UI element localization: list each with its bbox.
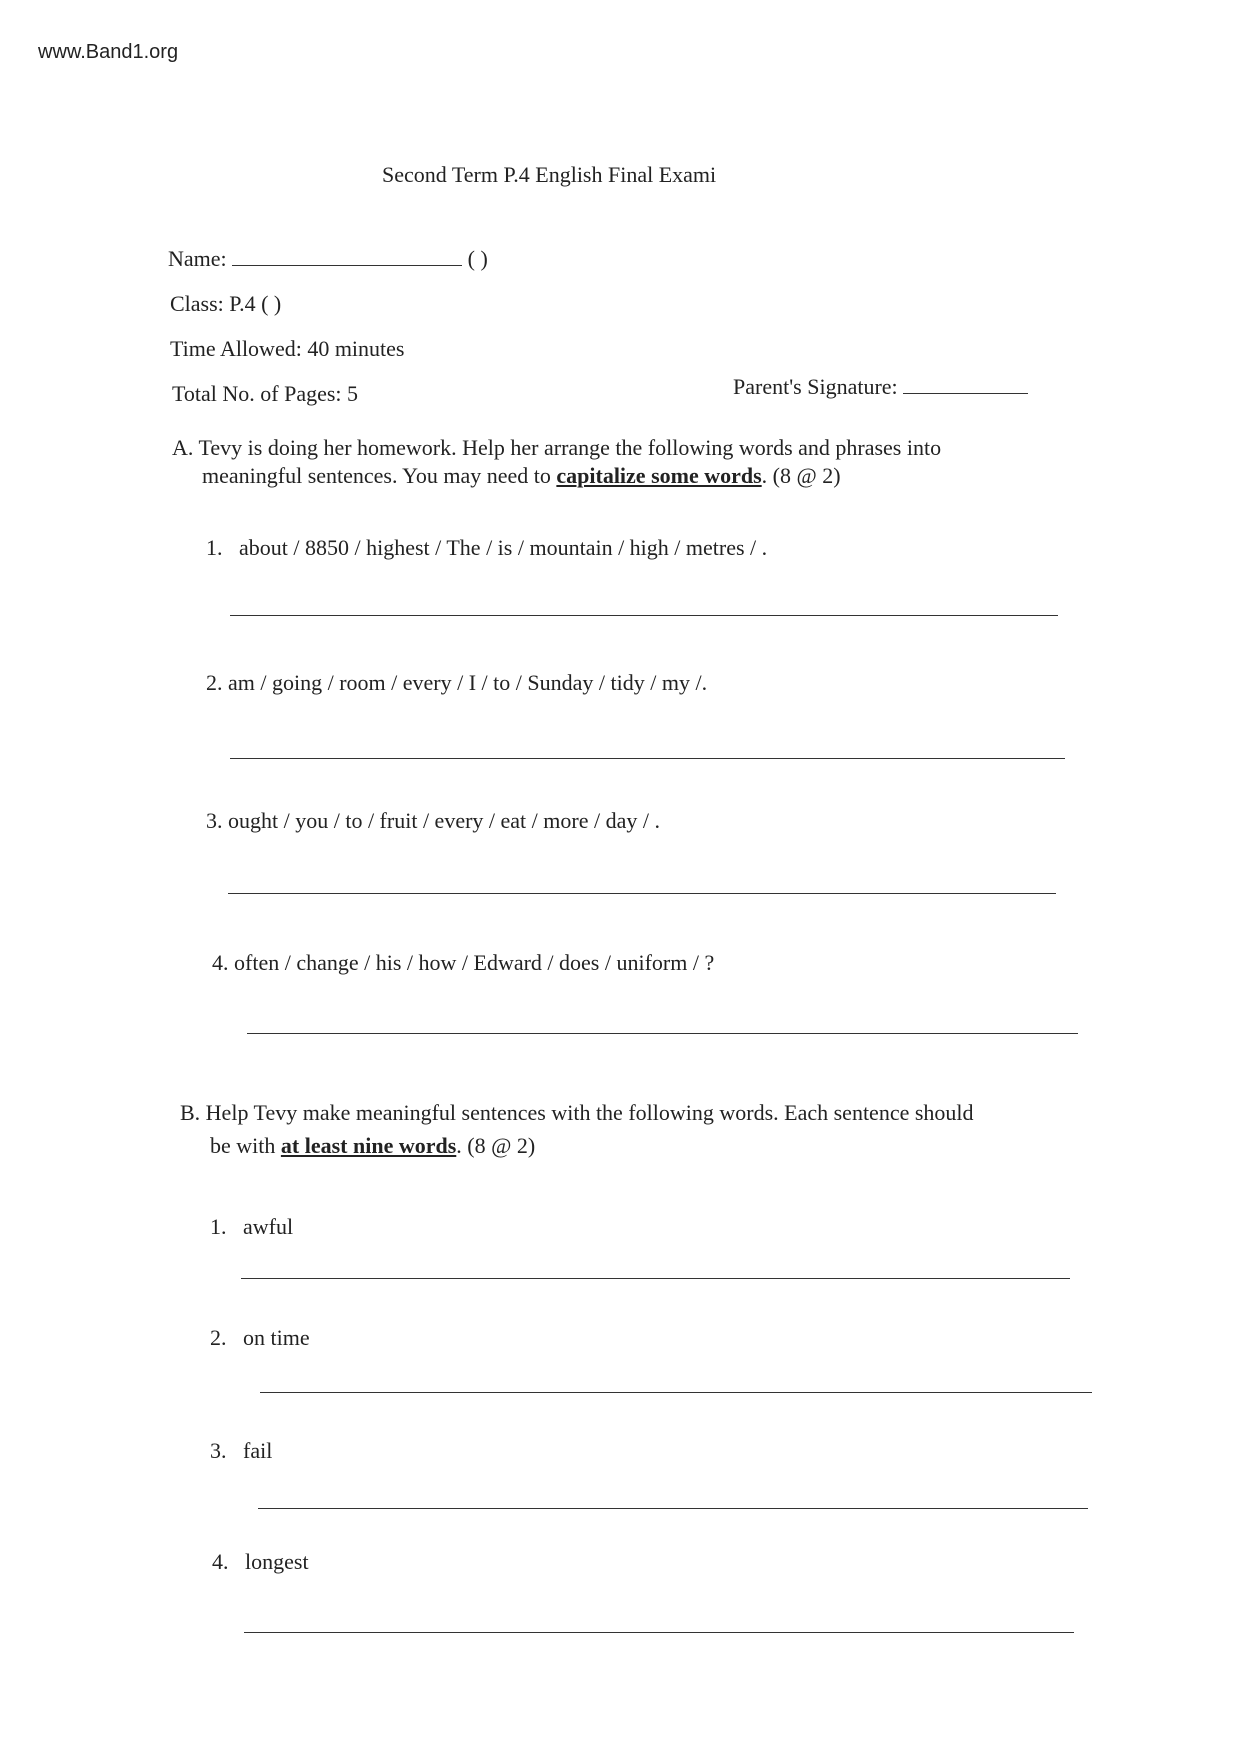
question-number: 4.	[212, 1549, 229, 1574]
section-a-intro-2	[202, 465, 841, 487]
question-text: about / 8850 / highest / The / is / mountain / high / metres / .	[239, 535, 768, 560]
time-allowed: Time Allowed: 40 minutes	[170, 336, 405, 361]
question-a2	[206, 672, 707, 694]
answer-line-a3[interactable]	[228, 893, 1056, 894]
section-a-intro: A. Tevy is doing her homework. Help her arrange the following words and phrases into	[172, 435, 942, 460]
emphasis-text: at least nine words	[280, 1133, 457, 1158]
watermark: www.Band1.org	[38, 41, 179, 63]
question-text: awful	[243, 1214, 294, 1239]
question-text: ought / you / to / fruit / every / eat / more / day / .	[228, 808, 660, 833]
intro-text: be with	[210, 1133, 281, 1158]
name-row	[168, 248, 488, 270]
question-a1	[206, 537, 767, 559]
section-b-intro: B. Help Tevy make meaningful sentences with the following words. Each sentence should	[180, 1100, 974, 1125]
question-text: longest	[245, 1549, 309, 1574]
parent-signature-row	[733, 376, 1028, 398]
parent-signature-label: Parent's Signature:	[733, 374, 898, 399]
exam-title: Second Term P.4 English Final Exami	[382, 162, 717, 187]
marks-text: . (8 @ 2)	[456, 1133, 536, 1158]
question-b3	[210, 1440, 272, 1462]
total-pages: Total No. of Pages: 5	[172, 381, 359, 406]
answer-line-b3[interactable]	[258, 1508, 1088, 1509]
question-number: 1.	[206, 535, 223, 560]
marks-text: . (8 @ 2)	[761, 463, 841, 488]
answer-line-b1[interactable]	[241, 1278, 1070, 1279]
answer-line-a2[interactable]	[230, 758, 1065, 759]
question-a3	[206, 810, 660, 832]
question-text: on time	[243, 1325, 310, 1350]
question-a4	[212, 952, 714, 974]
section-b-intro-2	[210, 1135, 535, 1157]
question-b4	[212, 1551, 309, 1573]
name-label: Name:	[168, 246, 227, 271]
question-number: 2.	[206, 670, 223, 695]
question-text: fail	[243, 1438, 273, 1463]
question-b2	[210, 1327, 310, 1349]
question-text: am / going / room / every / I / to / Sunday / tidy / my /.	[228, 670, 708, 695]
answer-line-b4[interactable]	[244, 1632, 1074, 1633]
answer-line-a4[interactable]	[247, 1033, 1078, 1034]
answer-line-a1[interactable]	[230, 615, 1058, 616]
question-number: 2.	[210, 1325, 227, 1350]
intro-text: meaningful sentences. You may need to	[202, 463, 557, 488]
answer-line-b2[interactable]	[260, 1392, 1092, 1393]
question-number: 1.	[210, 1214, 227, 1239]
name-blank[interactable]	[232, 265, 462, 266]
parent-signature-blank[interactable]	[903, 393, 1028, 394]
class-label: Class: P.4 ( )	[170, 291, 282, 316]
emphasis-text: capitalize some words	[556, 463, 762, 488]
question-number: 3.	[206, 808, 223, 833]
question-number: 4.	[212, 950, 229, 975]
question-text: often / change / his / how / Edward / does / uniform / ?	[234, 950, 715, 975]
class-number-paren: ( )	[467, 246, 488, 271]
question-b1	[210, 1216, 293, 1238]
question-number: 3.	[210, 1438, 227, 1463]
